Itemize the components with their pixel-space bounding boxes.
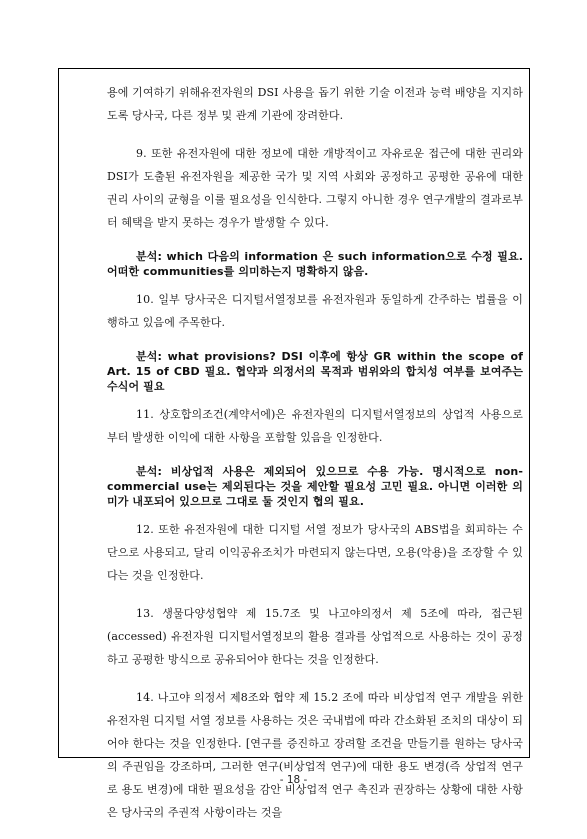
paragraph-14: 14. 나고야 의정서 제8조와 협약 제 15.2 조에 따라 비상업적 연구 개발을 위한 유전자원 디지털 서열 정보를 사용하는 것은 국내법에 따라 간소화된 조치의 대상이 되어야 한다는 것을 인정한다. [연구를 증진하고 장려할 조건을 만들기를 원하는 당사국의 주권임을 강조하며, 그러한 연구(비상업적 연구)에 대한 용도 변경(즉 상업적 연구로 용도 변경)에 대한 필요성을 감안 비상업적 연구 촉진과 권장하는 상황에 대한 사항은 당사국의 주권적 사항이라는 것을	[107, 691, 523, 819]
paragraph-9: 9. 또한 유전자원에 대한 정보에 대한 개방적이고 자유로운 접근에 대한 권리와 DSI가 도출된 유전자원을 제공한 국가 및 지역 사회와 공정하고 공평한 공유에 대한 권리 사이의 균형을 이룰 필요성을 인식한다. 그렇지 아니한 경우 연구개발의 결과로부터 혜택을 받지 못하는 경우가 발생할 수 있다.	[107, 147, 523, 229]
paragraph-12: 12. 또한 유전자원에 대한 디지털 서열 정보가 당사국의 ABS법을 회피하는 수단으로 사용되고, 달리 이익공유조치가 마련되지 않는다면, 오용(악용)을 조장할 수 있다는 것을 인정한다.	[107, 523, 523, 582]
paragraph-10: 10. 일부 당사국은 디지털서열정보를 유전자원과 동일하게 간주하는 법률을 이행하고 있음에 주목한다.	[107, 293, 523, 329]
analysis-note-1: 분석: which 다음의 information 은 such information으로 수정 필요. 어떠한 communities를 의미하는지 명확하지 않음.	[107, 250, 523, 278]
paragraph-11: 11. 상호합의조건(계약서에)은 유전자원의 디지털서열정보의 상업적 사용으로부터 발생한 이익에 대한 사항을 포함할 있음을 인정한다.	[107, 408, 523, 444]
paragraph-13: 13. 생물다양성협약 제 15.7조 및 나고야의정서 제 5조에 따라, 접근된(accessed) 유전자원 디지털서열정보의 활용 결과를 상업적으로 사용하는 것이 공정하고 공평한 방식으로 공유되어야 한다는 것을 인정한다.	[107, 607, 523, 666]
paragraph-continuation: 용에 기여하기 위해유전자원의 DSI 사용을 돕기 위한 기술 이전과 능력 배양을 지지하도록 당사국, 다른 정부 및 관계 기관에 장려한다.	[107, 86, 523, 122]
analysis-note-2: 분석: what provisions? DSI 이후에 항상 GR within the scope of Art. 15 of CBD 필요. 협약과 의정서의 목적과 범위와의 합치성 여부를 보여주는 수식어 필요	[107, 350, 523, 393]
document-body	[107, 81, 523, 839]
analysis-note-3: 분석: 비상업적 사용은 제외되어 있으므로 수용 가능. 명시적으로 non-commercial use는 제외된다는 것을 제안할 필요성 고민 필요. 아니면 이러한 의미가 내포되어 있으므로 그대로 둘 것인지 협의 필요.	[107, 465, 523, 508]
page-number: - 18 -	[279, 774, 308, 786]
